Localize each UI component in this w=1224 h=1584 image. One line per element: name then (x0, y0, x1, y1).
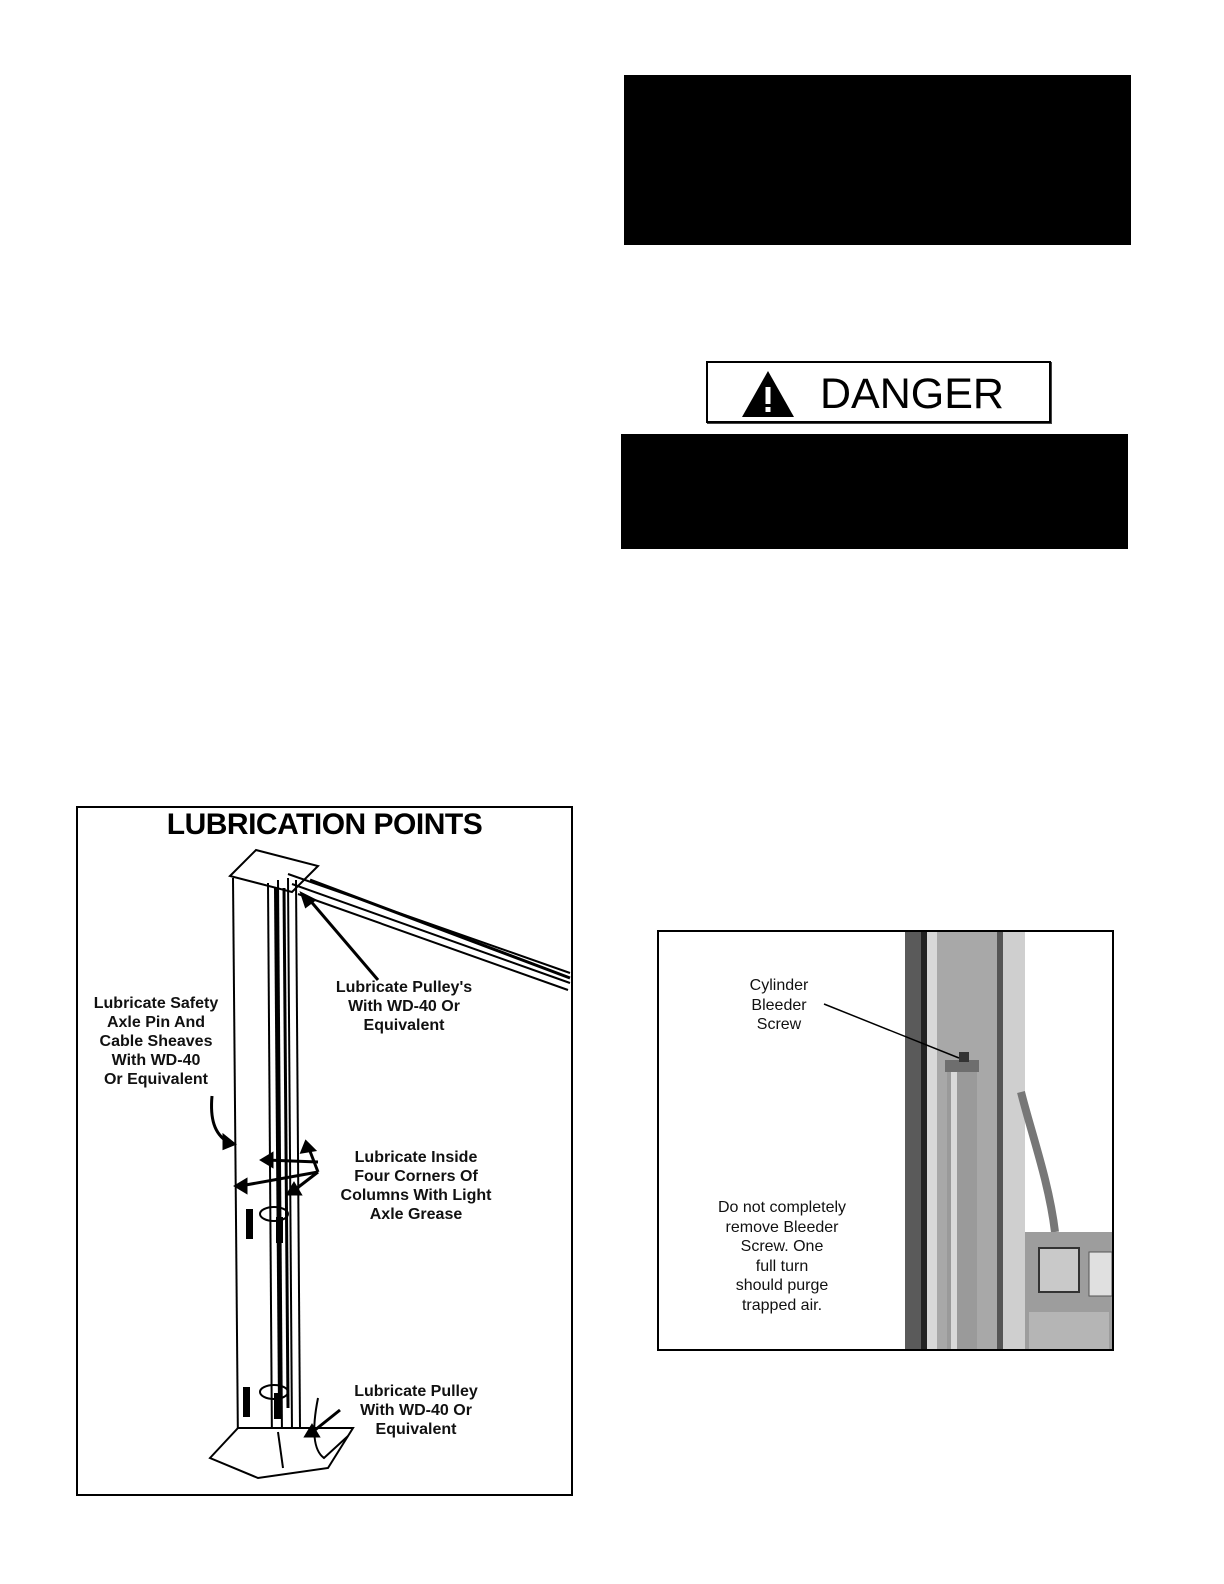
redacted-text-block-top (624, 75, 1131, 245)
danger-word: DANGER (820, 370, 1004, 418)
lubrication-points-figure (76, 806, 573, 1496)
callout-bleeder-note: Do not completely remove Bleeder Screw. One full turn should purge trapped air. (717, 1199, 847, 1314)
redacted-text-block-bottom (621, 434, 1128, 549)
callout-bleeder-screw: Cylinder Bleeder Screw (749, 977, 809, 1033)
figure-title: LUBRICATION POINTS (166, 808, 483, 841)
callout-column-corners: Lubricate Inside Four Corners Of Columns With Light Axle Grease (340, 1149, 492, 1223)
danger-label (706, 361, 1051, 423)
cylinder-bleeder-figure (657, 930, 1114, 1351)
callout-safety-axle: Lubricate Safety Axle Pin And Cable Sheaves With WD-40 Or Equivalent (93, 995, 219, 1088)
warning-triangle-icon (740, 369, 796, 419)
callout-top-pulleys: Lubricate Pulley's With WD-40 Or Equivalent (335, 979, 473, 1034)
callout-bottom-pulley: Lubricate Pulley With WD-40 Or Equivalent (354, 1383, 478, 1438)
